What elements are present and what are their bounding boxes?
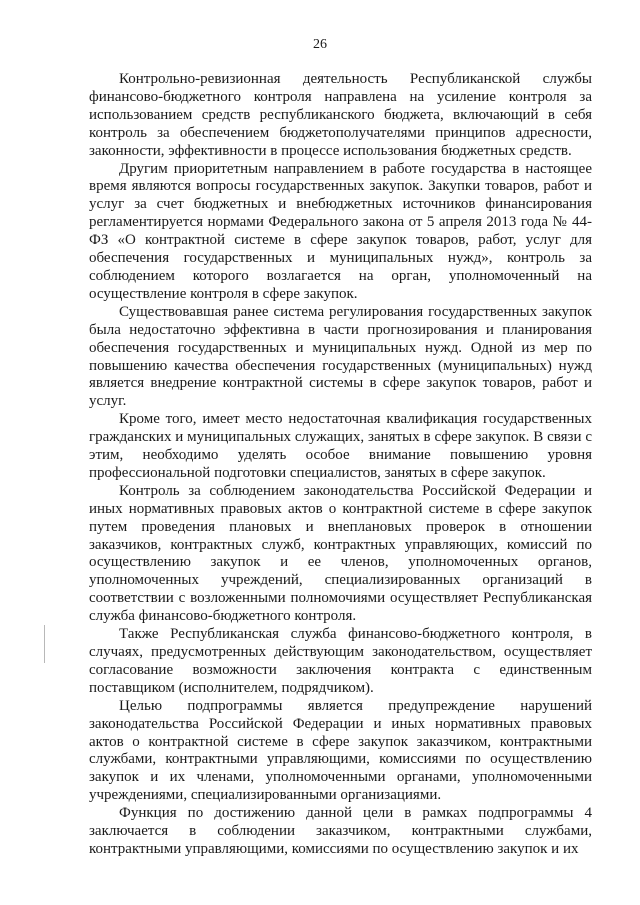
page-number: 26	[313, 37, 327, 52]
paragraph-compliance-control: Контроль за соблюдением законодательства Российской Федерации и иных нормативных правовых актов о контрактной системе в сфере закупок путем проведения плановых и внеплановых проверок в отношении заказчиков, контрактных служб, контрактных управляющих, комиссий по осуществлению закупок и ее членов, уполномоченных органов, уполномоченных учреждений, специализированных организаций в соответствии с возложенными полномочиями осуществляет Республиканская служба финансово-бюджетного контроля.	[89, 482, 592, 625]
body-text	[89, 71, 592, 859]
paragraph-function: Функция по достижению данной цели в рамках подпрограммы 4 заключается в соблюдении заказчиком, контрактными службами, контрактными управляющими, комиссиями по осуществлению закупок и их	[89, 805, 592, 857]
paragraph-qualification: Кроме того, имеет место недостаточная квалификация государственных гражданских и муниципальных служащих, занятых в сфере закупок. В связи с этим, необходимо уделять особое внимание повышению уровня профессиональной подготовки специалистов, занятых в сфере закупок.	[89, 411, 592, 481]
paragraph-contract-approval: Также Республиканская служба финансово-бюджетного контроля, в случаях, предусмотренных действующим законодательством, осуществляет согласование возможности заключения контракта с единственным поставщиком (исполнителем, подрядчиком).	[89, 626, 592, 696]
paragraph-subprogram-goal: Целью подпрограммы является предупреждение нарушений законодательства Российской Федерации и иных нормативных правовых актов о контрактной системе в сфере закупок заказчиком, контрактными службами, контрактными управляющими, комиссиями по осуществлению закупок и их членами, уполномоченными органами, уполномоченными учреждениями, специализированными организациями.	[89, 697, 592, 804]
paragraph-state-procurement: Другим приоритетным направлением в работе государства в настоящее время являются вопросы государственных закупок. Закупки товаров, работ и услуг за счет бюджетных и внебюджетных источников финансирования регламентируется нормами Федерального закона от 5 апреля 2013 года № 44-ФЗ «О контрактной системе в сфере закупок товаров, работ, услуг для обеспечения государственных и муниципальных нужд», контроль за соблюдением которого возлагается на орган, уполномоченный на осуществление контроля в сфере закупок.	[89, 160, 592, 302]
paragraph-audit-activity: Контрольно-ревизионная деятельность Республиканской службы финансово-бюджетного контроля направлена на усиление контроля за использованием средств республиканского бюджета, включающий в себя контроль за обеспечением бюджетополучателями принципов адресности, законности, эффективности в процессе использования бюджетных средств.	[89, 71, 592, 159]
margin-mark	[44, 625, 45, 663]
paragraph-previous-system: Существовавшая ранее система регулирования государственных закупок была недостаточно эффективна в части прогнозирования и планирования обеспечения государственных и муниципальных нужд. Одной из мер по повышению качества обеспечения государственных (муниципальных) нужд является внедрение контрактной системы в сфере закупок товаров, работ и услуг.	[89, 303, 592, 410]
